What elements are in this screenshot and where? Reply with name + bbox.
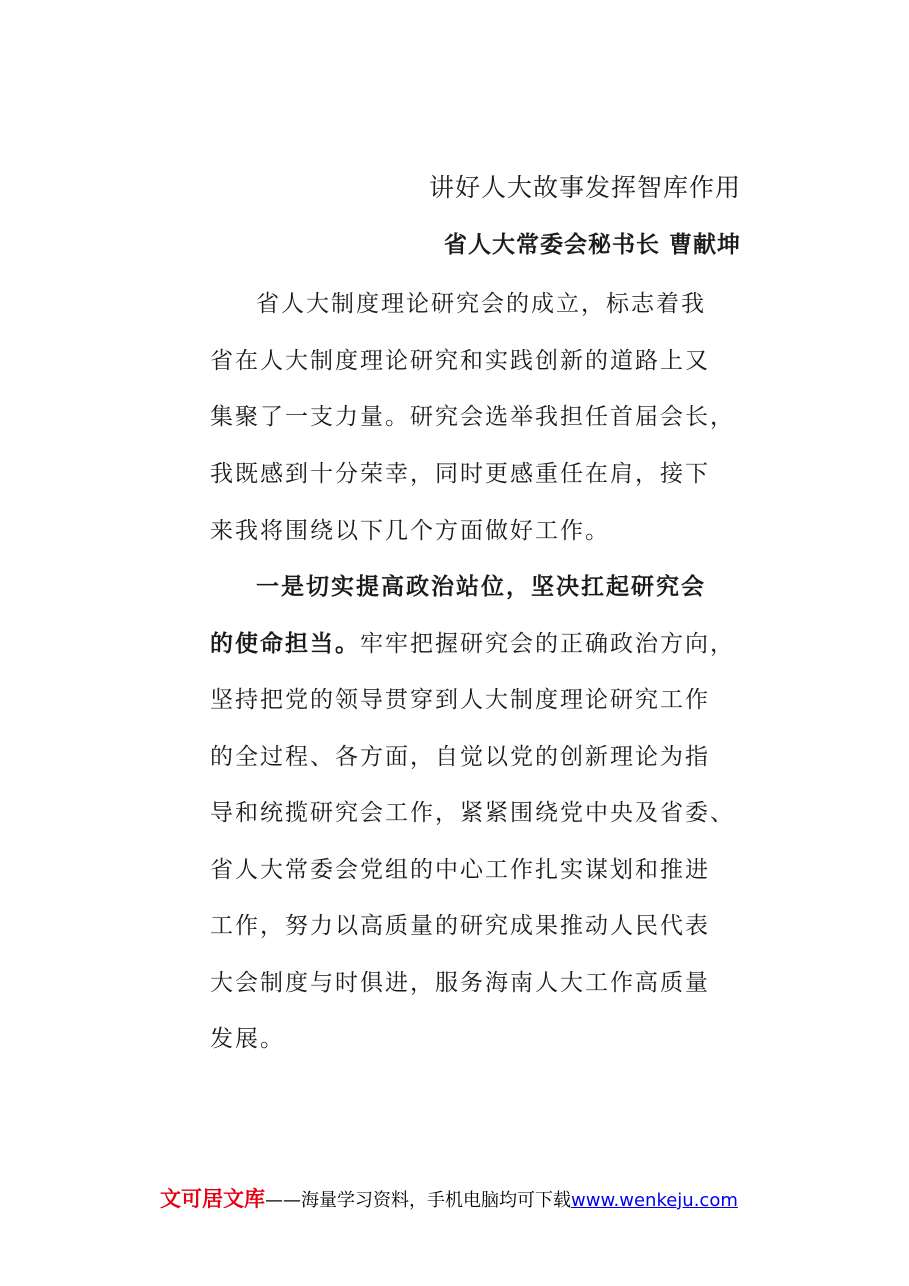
paragraph-line: 大会制度与时俱进，服务海南人大工作高质量: [210, 970, 710, 996]
paragraph-line: 导和统揽研究会工作，紧紧围绕党中央及省委、: [210, 800, 735, 826]
paragraph-line: [210, 625, 735, 658]
paragraph-line: 省人大制度理论研究会的成立，标志着我: [256, 291, 706, 317]
paragraph-text: 牢牢把握研究会的正确政治方向，: [360, 631, 735, 657]
footer-brand: 文可居文库: [160, 1187, 265, 1211]
paragraph-line: 我既感到十分荣幸，同时更感重任在肩，接下: [210, 461, 710, 487]
paragraph-line: 省在人大制度理论研究和实践创新的道路上又: [210, 348, 710, 374]
section-heading: 一是切实提高政治站位，坚决扛起研究会: [256, 573, 706, 600]
footer-banner: [160, 1183, 738, 1213]
footer-tagline: ——海量学习资料，手机电脑均可下载: [265, 1190, 571, 1211]
footer-link[interactable]: www.wenkeju.com: [571, 1190, 738, 1211]
paragraph-line: 集聚了一支力量。研究会选举我担任首届会长，: [210, 404, 735, 430]
paragraph-line: 省人大常委会党组的中心工作扎实谋划和推进: [210, 857, 710, 883]
paragraph-line: 坚持把党的领导贯穿到人大制度理论研究工作: [210, 687, 710, 713]
paragraph-line: 来我将围绕以下几个方面做好工作。: [210, 518, 610, 544]
document-author: 省人大常委会秘书长 曹献坤: [443, 231, 741, 258]
paragraph-line: 工作，努力以高质量的研究成果推动人民代表: [210, 913, 710, 939]
paragraph-line: 的全过程、各方面，自觉以党的创新理论为指: [210, 744, 710, 770]
section-heading-end: 的使命担当。: [210, 630, 360, 657]
document-title: 讲好人大故事发挥智库作用: [428, 173, 741, 202]
paragraph-line: 发展。: [210, 1026, 285, 1052]
